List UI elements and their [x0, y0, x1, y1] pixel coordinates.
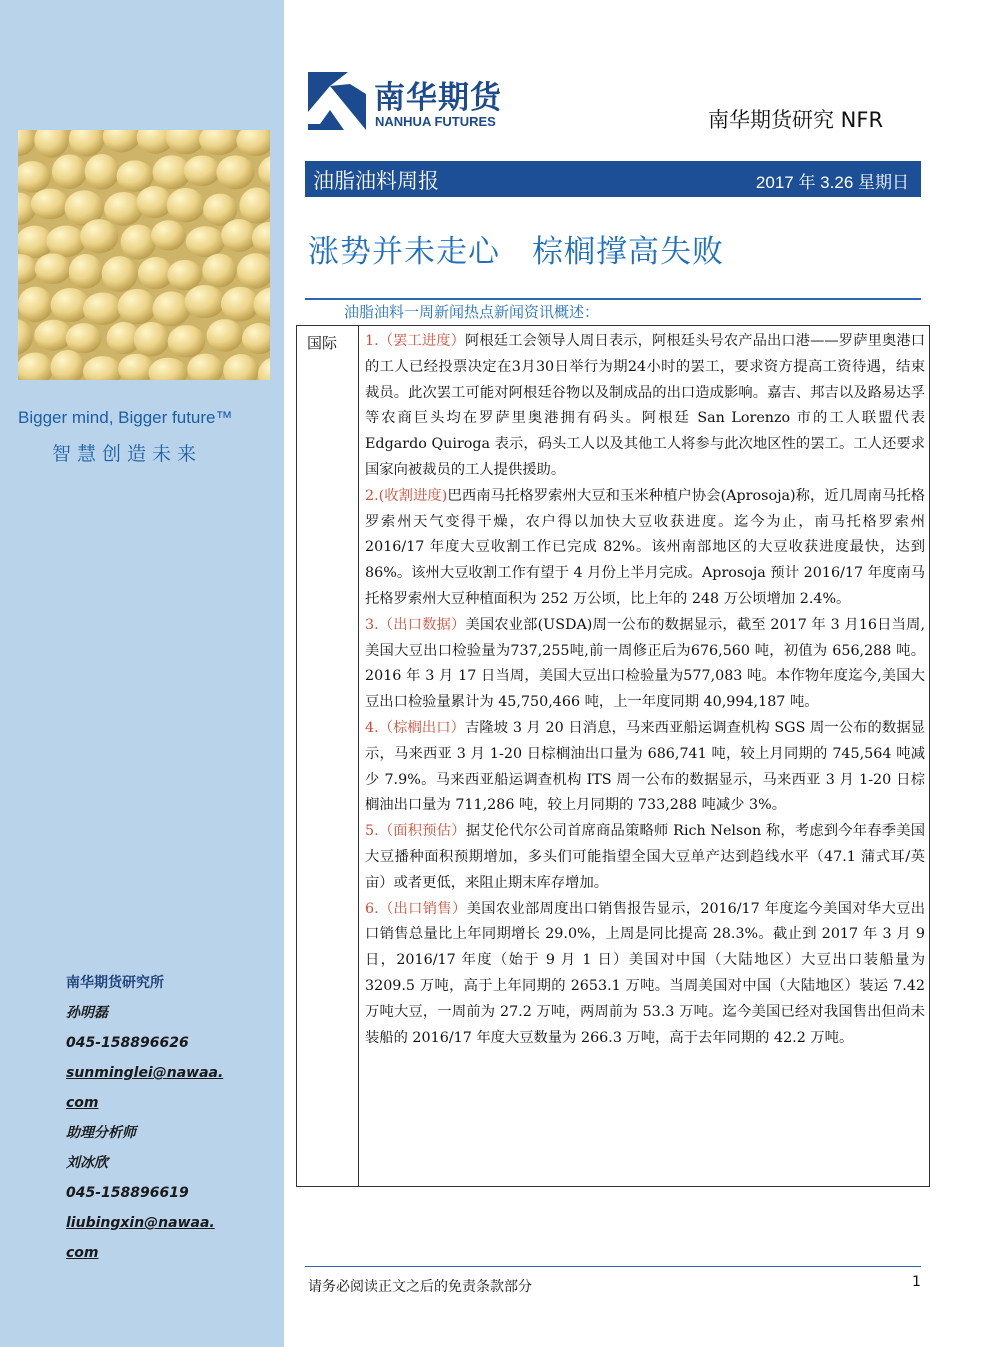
- logo-english-name: NANHUA FUTURES: [375, 114, 496, 129]
- table-column-divider: [358, 326, 359, 1186]
- analyst-phone: 045-158896626: [66, 1035, 189, 1051]
- assistant-email-link-cont[interactable]: com: [66, 1245, 99, 1261]
- news-item: [365, 716, 925, 819]
- soybean-shape: [104, 192, 142, 226]
- news-item-tag: 4.（棕榈出口）: [365, 719, 466, 736]
- news-table: [296, 325, 930, 1187]
- page-number: 1: [912, 1274, 921, 1290]
- soybean-shape: [52, 154, 87, 189]
- soybean-shape: [46, 226, 85, 258]
- research-institute: 南华期货研究所: [66, 975, 164, 991]
- soybean-shape: [168, 325, 206, 357]
- news-item-text: 据艾伦代尔公司首席商品策略师 Rich Nelson 称，考虑到今年春季美国大豆播种面积预期增加，多头们可能指望全国大豆单产达到趋线水平（47.1 蒲式耳/英亩）或者更低，来阻止期末库存增加。: [365, 823, 925, 891]
- soybean-shape: [80, 219, 118, 253]
- soybean-shape: [184, 156, 221, 187]
- analyst-email-link[interactable]: sunminglei@nawaa.: [66, 1065, 224, 1081]
- soybean-shape: [185, 285, 225, 318]
- news-item: [365, 897, 925, 1052]
- soybean-shape: [85, 154, 119, 190]
- news-item: [365, 329, 925, 484]
- soybean-shape: [102, 256, 138, 292]
- soybean-shape: [186, 226, 225, 257]
- soybean-shape: [151, 220, 185, 250]
- news-item-tag: 3.（出口数据）: [365, 616, 466, 633]
- disclaimer-note: 请务必阅读正文之后的免责条款部分: [308, 1279, 532, 1295]
- news-item: [365, 613, 925, 716]
- left-sidebar: [0, 0, 284, 1347]
- headline: 涨势并未走心 棕榈撑高失败: [308, 234, 724, 270]
- soybean-shape: [35, 253, 71, 284]
- analyst-name: 孙明磊: [66, 1005, 108, 1021]
- news-item-tag: 1.（罢工进度）: [365, 333, 466, 349]
- assistant-role: 助理分析师: [66, 1125, 136, 1141]
- company-logo: [308, 72, 548, 132]
- news-item-text: 美国农业部周度出口销售报告显示，2016/17 年度迄今美国对华大豆出口销售总量比上年同期增长 29.0%，上周是同比提高 28.3%。截止到 2017 年 3 月 9 日，2016/17 年度（始于 9 月 1 日）美国对中国（大陆地区）大豆出口装船量为 3209.5 万吨，高于上年同期的 2653.1 万吨。当周美国对中国（大陆地区）装运 7.42 万吨大豆，一周前为 27.2 万吨，两周前为 53.3 万吨。迄今美国已经对我国售出但尚未装船的 2016/17 年度大豆数量为 266.3 万吨，高于去年同期的 42.2 万吨。: [365, 900, 925, 1046]
- soybean-shape: [207, 319, 243, 352]
- region-label: 国际: [307, 334, 338, 352]
- section-label: 油脂油料一周新闻热点新闻资讯概述：: [344, 303, 600, 321]
- news-body: [365, 329, 925, 1051]
- news-item-text: 巴西南马托格罗索州大豆和玉米种植户协会(Aprosoja)称，近几周南马托格罗索州天气变得干燥，农户得以加快大豆收获进度。迄今为止，南马托格罗索州 2016/17 年度大豆收割工作已完成 82%。该州南部地区的大豆收获进度最快，达到 86%。该州大豆收割工作有望于 4 月份上半月完成。Aprosoja 预计 2016/17 年度南马托格罗索州大豆种植面积为 252 万公顷，比上年的 248 万公顷增加 2.4%。: [365, 487, 925, 607]
- soybean-shape: [221, 219, 257, 252]
- assistant-email-link[interactable]: liubingxin@nawaa.: [66, 1215, 215, 1231]
- news-item-text: 美国农业部(USDA)周一公布的数据显示，截至 2017 年 3 月16日当周,美国大豆出口检验量为737,255吨,前一周修正后为676,560 吨，初值为 656,288 吨。 2016 年 3 月 17 日当周，美国大豆出口检验量为577,083 吨。本作物年度迄今,美国大豆出口检验量累计为 45,750,466 吨，上一年度同期 40,994,187 吨。: [365, 616, 926, 711]
- report-date: 2017 年 3.26 星期日: [755, 173, 909, 192]
- soybean-shape: [69, 254, 103, 289]
- footer-divider: [305, 1266, 921, 1267]
- research-label: 南华期货研究 NFR: [708, 108, 884, 132]
- soybean-shape: [134, 322, 169, 356]
- news-item-tag: 6.（出口销售）: [365, 900, 467, 917]
- news-item-text: 吉隆坡 3 月 20 日消息，马来西亚船运调查机构 SGS 周一公布的数据显示，马来西亚 3 月 1-20 日棕榈油出口量为 686,741 吨，较上月同期的 745,564 吨减少 7.9%。马来西亚船运调查机构 ITS 周一公布的数据显示，马来西亚 3 月 1-20 日棕榈油出口量为 711,286 吨，较上月同期的 733,288 吨减少 3%。: [365, 719, 926, 814]
- title-bar: [305, 161, 921, 197]
- soybean-shape: [121, 224, 156, 259]
- analyst-email-link-cont[interactable]: com: [66, 1095, 99, 1111]
- soybean-shape: [202, 254, 236, 288]
- nanhua-logo-icon: [308, 72, 366, 130]
- news-item-tag: 2.(收割进度): [365, 487, 448, 504]
- news-item: [365, 819, 925, 896]
- slogan-chinese: 智慧创造未来: [52, 443, 203, 465]
- soybean-shape: [216, 155, 254, 189]
- report-type: 油脂油料周报: [313, 169, 439, 193]
- news-item-tag: 5.（面积预估）: [365, 823, 466, 840]
- soybean-shape: [18, 287, 53, 322]
- section-divider: [305, 298, 921, 300]
- soybean-photo: [18, 130, 270, 380]
- soybean-image: [18, 130, 270, 380]
- slogan-english: Bigger mind, Bigger future™: [18, 408, 233, 427]
- assistant-name: 刘冰欣: [66, 1155, 108, 1171]
- soybean-shape: [118, 289, 157, 324]
- soybean-shape: [167, 188, 205, 222]
- news-item-text: 阿根廷工会领导人周日表示，阿根廷头号农产品出口港——罗萨里奥港口的工人已经投票决定在3月30日举行为期24小时的罢工，要求资方提高工资待遇，结束裁员。此次罢工可能对阿根廷谷物以及制成品的出口造成影响。嘉吉、邦吉以及路易达孚等农商巨头均在罗萨里奥港拥有码头。阿根廷 San Lorenzo 市的工人联盟代表 Edgardo Quiroga 表示，码头工人以及其他工人将参与此次地区性的罢工。工人还要求国家向被裁员的工人提供援助。: [365, 333, 926, 478]
- logo-chinese-name: 南华期货: [374, 80, 502, 116]
- soybean-shape: [152, 291, 190, 326]
- soybean-shape: [83, 292, 122, 324]
- soybean-shape: [167, 260, 201, 290]
- soybean-shape: [66, 323, 102, 353]
- soybean-shape: [116, 160, 153, 191]
- news-item: [365, 484, 925, 613]
- soybean-shape: [31, 188, 69, 219]
- assistant-phone: 045-158896619: [66, 1185, 189, 1201]
- contact-block: [66, 968, 276, 1268]
